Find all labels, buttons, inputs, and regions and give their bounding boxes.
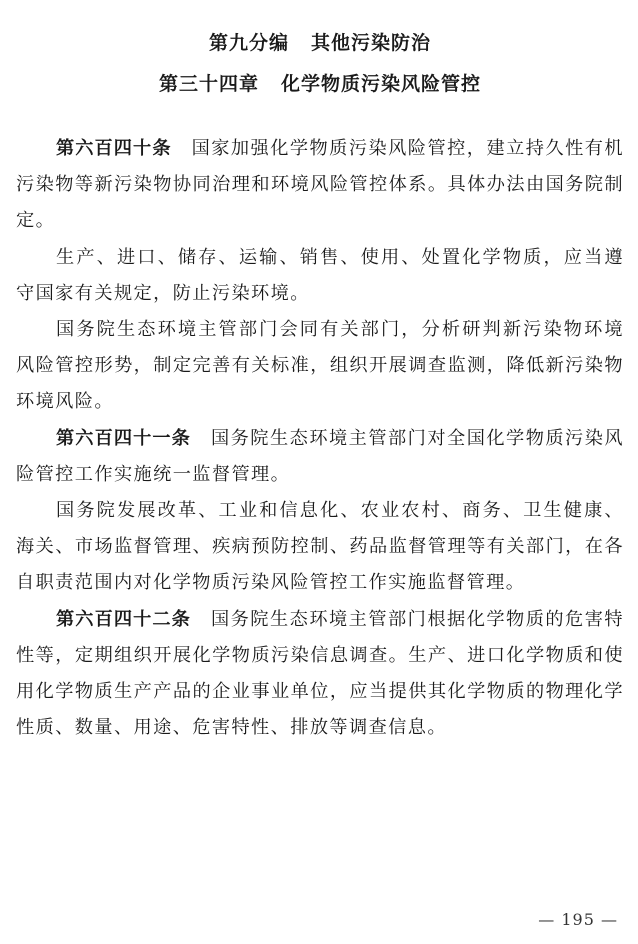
- part-name: 其他污染防治: [311, 32, 432, 54]
- article-641-paragraph-2: [16, 493, 624, 602]
- body-text: [16, 131, 624, 746]
- paragraph-text: 国务院生态环境主管部门对全国化学物质污染风险管控工作实施统一监督管理。: [16, 427, 624, 485]
- article-640-paragraph-3: [16, 312, 624, 421]
- article-642-paragraph-1: [16, 602, 624, 747]
- chapter-title: [16, 69, 624, 96]
- paragraph-text: 国务院生态环境主管部门会同有关部门，分析研判新污染物环境风险管控形势，制定完善有关标准，组织开展调查监测，降低新污染物环境风险。: [16, 319, 624, 413]
- part-title: [16, 28, 624, 55]
- article-641-paragraph-1: [16, 421, 624, 493]
- part-number: 第九分编: [208, 32, 289, 54]
- article-640-paragraph-1: [16, 131, 624, 240]
- page-number: — 195 —: [538, 910, 618, 929]
- chapter-name: 化学物质污染风险管控: [281, 73, 482, 95]
- paragraph-text: 国务院生态环境主管部门根据化学物质的危害特性等，定期组织开展化学物质污染信息调查。生产、进口化学物质和使用化学物质生产产品的企业事业单位，应当提供其化学物质的物理化学性质、数量、用途、危害特性、排放等调查信息。: [16, 608, 624, 739]
- article-640-paragraph-2: [16, 240, 624, 312]
- chapter-number: 第三十四章: [158, 73, 259, 95]
- paragraph-text: 国家加强化学物质污染风险管控，建立持久性有机污染物等新污染物协同治理和环境风险管控体系。具体办法由国务院制定。: [16, 138, 624, 232]
- paragraph-text: 国务院发展改革、工业和信息化、农业农村、商务、卫生健康、海关、市场监督管理、疾病预防控制、药品监督管理等有关部门，在各自职责范围内对化学物质污染风险管控工作实施监督管理。: [16, 500, 624, 594]
- article-number: 第六百四十条: [56, 138, 172, 159]
- article-number: 第六百四十二条: [56, 608, 191, 630]
- article-number: 第六百四十一条: [56, 427, 191, 449]
- document-page: [16, 0, 624, 944]
- paragraph-text: 生产、进口、储存、运输、销售、使用、处置化学物质，应当遵守国家有关规定，防止污染环境。: [16, 246, 624, 304]
